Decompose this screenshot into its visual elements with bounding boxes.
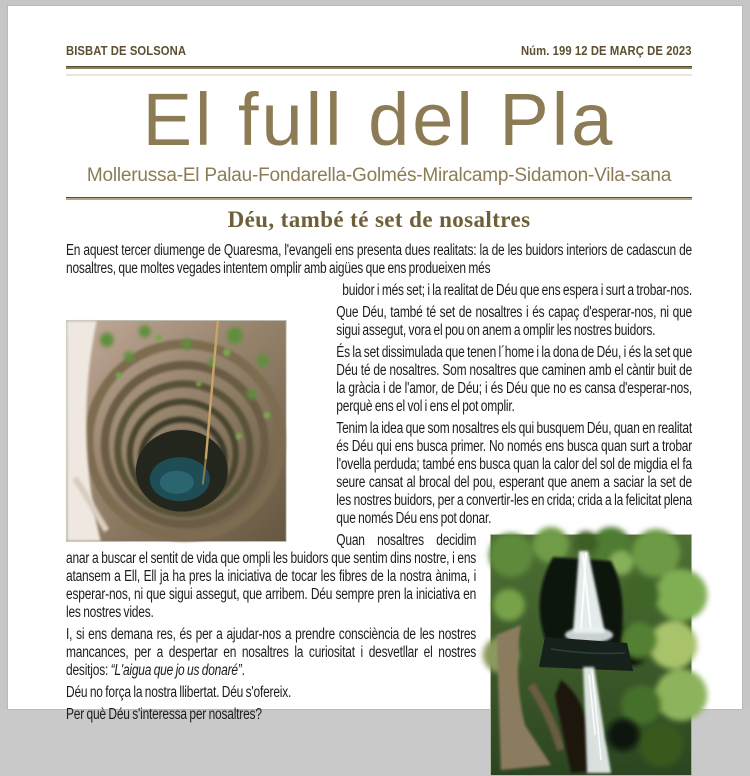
waterfall-photo-illustration <box>491 535 691 775</box>
paragraph-8: Per què Déu s'interessa per nosaltres? <box>66 706 262 723</box>
paragraph-6-period: . <box>241 662 245 679</box>
paragraph-6-quote: “L'aigua que jo us donaré” <box>110 662 242 679</box>
paragraph-5: Quan nosaltres decidim anar a buscar el sentit de vida que ompli les buidors que sentim dins nostre, i ens atansem a Ell, Ell ja ha pres la iniciativa de tocar les fibres de la nostra ànima, i esperar-nos, ni que sigui assegut, que arribem. Déu sempre pren la iniciativa en les nostres vides. <box>66 532 477 621</box>
article-title: Déu, també té set de nosaltres <box>227 207 531 232</box>
paragraph-4: Tenim la idea que som nosaltres els qui busquem Déu, quan en realitat és Déu qui ens busca primer. No només ens busca quan surt a trobar l'ovella perduda; també ens busca quan la calor del sol de migdia el fa seure cansat al brocal del pou, esperant que anem a saciar la set de les nostres buidors, per a convertir-les en crida; crida a la felicitat plena que només Déu ens pot donar. <box>336 420 693 527</box>
masthead-rule <box>66 197 692 200</box>
well-photo-illustration <box>67 321 286 541</box>
waterfall-photo <box>490 534 692 776</box>
paragraph-1: En aquest tercer diumenge de Quaresma, l'evangeli ens presenta dues realitats: la de les buidors interiors de cadascun de nosaltres, que moltes vegades intentem omplir amb aigües que ens produeixen més <box>66 242 693 277</box>
header-rule-thick <box>66 66 692 69</box>
page-header <box>66 6 692 58</box>
newsletter-page <box>8 6 742 723</box>
paragraph-6-text: I, si ens demana res, és per a ajudar-nos a prendre consciència de les nostres mancances, per a despertar en nosaltres la curiositat i desvetllar el nostres desitjos: <box>66 626 477 679</box>
diocese-label: BISBAT DE SOLSONA <box>66 44 187 58</box>
article-body <box>66 242 692 724</box>
paragraph-1-continued: buidor i més set; i la realitat de Déu que ens espera i surt a trobar-nos. <box>342 282 693 299</box>
well-photo <box>66 320 287 542</box>
header-rule-faint <box>66 74 692 76</box>
page-content <box>66 6 692 724</box>
masthead-title: El full del Pla <box>142 78 616 161</box>
paragraph-7: Déu no força la nostra llibertat. Déu s'ofereix. <box>66 684 292 701</box>
paragraph-2: Que Déu, també té set de nosaltres i és capaç d'esperar-nos, ni que sigui assegut, vora el pou on anem a omplir les nostres buidors. <box>336 304 693 339</box>
masthead-subtitle: Mollerussa-El Palau-Fondarella-Golmés-Miralcamp-Sidamon-Vila-sana <box>86 165 672 186</box>
paragraph-3: És la set dissimulada que tenen l´home i la dona de Déu, i és la set que Déu té de nosaltres. Som nosaltres que caminen amb el càntir buit de la gràcia i de l'amor, de Déu; i és Déu que no es cansa d'esperar-nos, perquè ens el vol i ens el pot omplir. <box>336 344 693 415</box>
issue-date-label: Núm. 199 12 DE MARÇ DE 2023 <box>521 44 692 58</box>
